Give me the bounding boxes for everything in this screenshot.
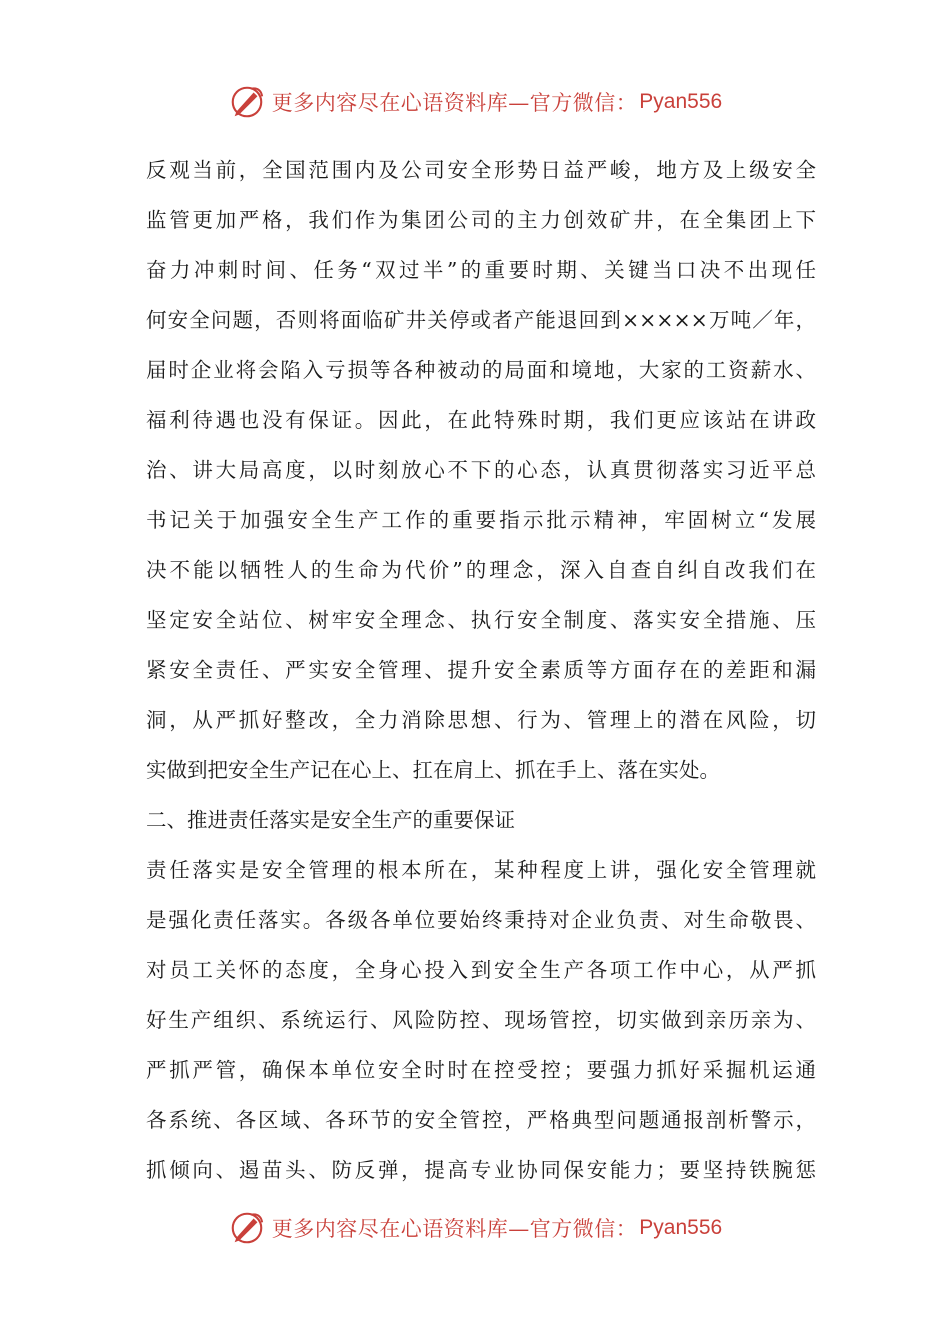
text-line: 是强化责任落实。各级各单位要始终秉持对企业负责、对生命敬畏、: [146, 908, 816, 932]
text-line: 届时企业将会陷入亏损等各种被动的局面和境地，大家的工资薪水、: [146, 358, 816, 382]
text-line: 洞，从严抓好整改，全力消除思想、行为、管理上的潜在风险，切: [146, 708, 816, 732]
text-line: 监管更加严格，我们作为集团公司的主力创效矿井，在全集团上下: [146, 208, 816, 232]
header-watermark: [0, 80, 950, 124]
text-line: 紧安全责任、严实安全管理、提升安全素质等方面存在的差距和漏: [146, 658, 816, 682]
text-line: 严抓严管，确保本单位安全时时在控受控；要强力抓好采掘机运通: [146, 1058, 816, 1082]
text-line: 坚定安全站位、树牢安全理念、执行安全制度、落实安全措施、压: [146, 608, 816, 632]
text-line: 何安全问题，否则将面临矿井关停或者产能退回到×××××万吨／年，: [146, 308, 816, 332]
footer-watermark: [0, 1206, 950, 1250]
document-body: [146, 150, 816, 1200]
watermark-wechat-id: Pyan556: [639, 1216, 723, 1239]
text-line: 好生产组织、系统运行、风险防控、现场管控，切实做到亲历亲为、: [146, 1008, 816, 1032]
text-line: 反观当前，全国范围内及公司安全形势日益严峻，地方及上级安全: [146, 158, 816, 182]
text-line: 责任落实是安全管理的根本所在，某种程度上讲，强化安全管理就: [146, 858, 816, 882]
watermark-wechat-id: Pyan556: [639, 90, 723, 113]
text-line: 抓倾向、遏苗头、防反弹，提高专业协同保安能力；要坚持铁腕惩: [146, 1158, 816, 1182]
watermark-text: 更多内容尽在心语资料库—官方微信：: [271, 91, 638, 115]
text-line: 对员工关怀的态度，全身心投入到安全生产各项工作中心，从严抓: [146, 958, 816, 982]
section-heading: 二、推进责任落实是安全生产的重要保证: [146, 808, 515, 832]
pen-logo-icon: [228, 83, 266, 121]
text-line: 决不能以牺牲人的生命为代价”的理念，深入自查自纠自改我们在: [146, 558, 816, 582]
text-line: 各系统、各区域、各环节的安全管控，严格典型问题通报剖析警示，: [146, 1108, 816, 1132]
text-line: 福利待遇也没有保证。因此，在此特殊时期，我们更应该站在讲政: [146, 408, 816, 432]
text-line: 奋力冲刺时间、任务“双过半”的重要时期、关键当口决不出现任: [146, 258, 816, 282]
text-line: 实做到把安全生产记在心上、扛在肩上、抓在手上、落在实处。: [146, 758, 720, 782]
watermark-text: 更多内容尽在心语资料库—官方微信：: [271, 1217, 638, 1241]
pen-logo-icon: [228, 1209, 266, 1247]
text-line: 治、讲大局高度，以时刻放心不下的心态，认真贯彻落实习近平总: [146, 458, 816, 482]
text-line: 书记关于加强安全生产工作的重要指示批示精神，牢固树立“发展: [146, 508, 816, 532]
